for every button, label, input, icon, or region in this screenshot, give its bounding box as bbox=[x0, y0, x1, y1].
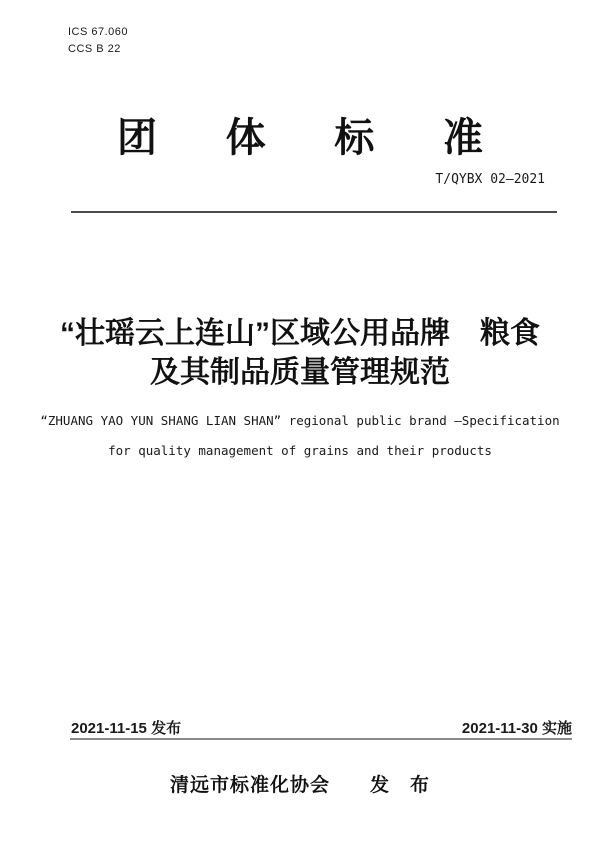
standard-type-char: 准 bbox=[442, 116, 483, 160]
classification-codes bbox=[68, 24, 128, 58]
implementation-date: 2021-11-30 实施 bbox=[461, 720, 572, 737]
footer-divider bbox=[70, 738, 572, 740]
document-title-en-line1: “ZHUANG YAO YUN SHANG LIAN SHAN” regional public brand —Specification bbox=[40, 413, 560, 428]
document-title-en-line2: for quality management of grains and their products bbox=[108, 443, 492, 458]
issue-date: 2021-11-15 发布 bbox=[71, 720, 182, 737]
document-title-cn-line2: 及其制品质量管理规范 bbox=[150, 356, 450, 389]
document-title-cn bbox=[0, 314, 600, 392]
ics-code: ICS 67.060 bbox=[68, 26, 129, 38]
standard-type-char: 体 bbox=[225, 116, 266, 160]
header-divider bbox=[71, 211, 557, 213]
ccs-code: CCS B 22 bbox=[68, 43, 121, 55]
document-title-en bbox=[0, 406, 600, 466]
standard-type-char: 标 bbox=[334, 116, 375, 160]
document-title-cn-line1: “壮瑶云上连山”区域公用品牌 粮食 bbox=[60, 317, 540, 350]
standard-number: T/QYBX 02—2021 bbox=[435, 172, 545, 187]
standard-type-title bbox=[117, 116, 483, 160]
publisher-line: 清远市标准化协会 发 布 bbox=[169, 775, 430, 796]
standard-type-char: 团 bbox=[117, 116, 157, 160]
dates-row bbox=[71, 717, 572, 738]
